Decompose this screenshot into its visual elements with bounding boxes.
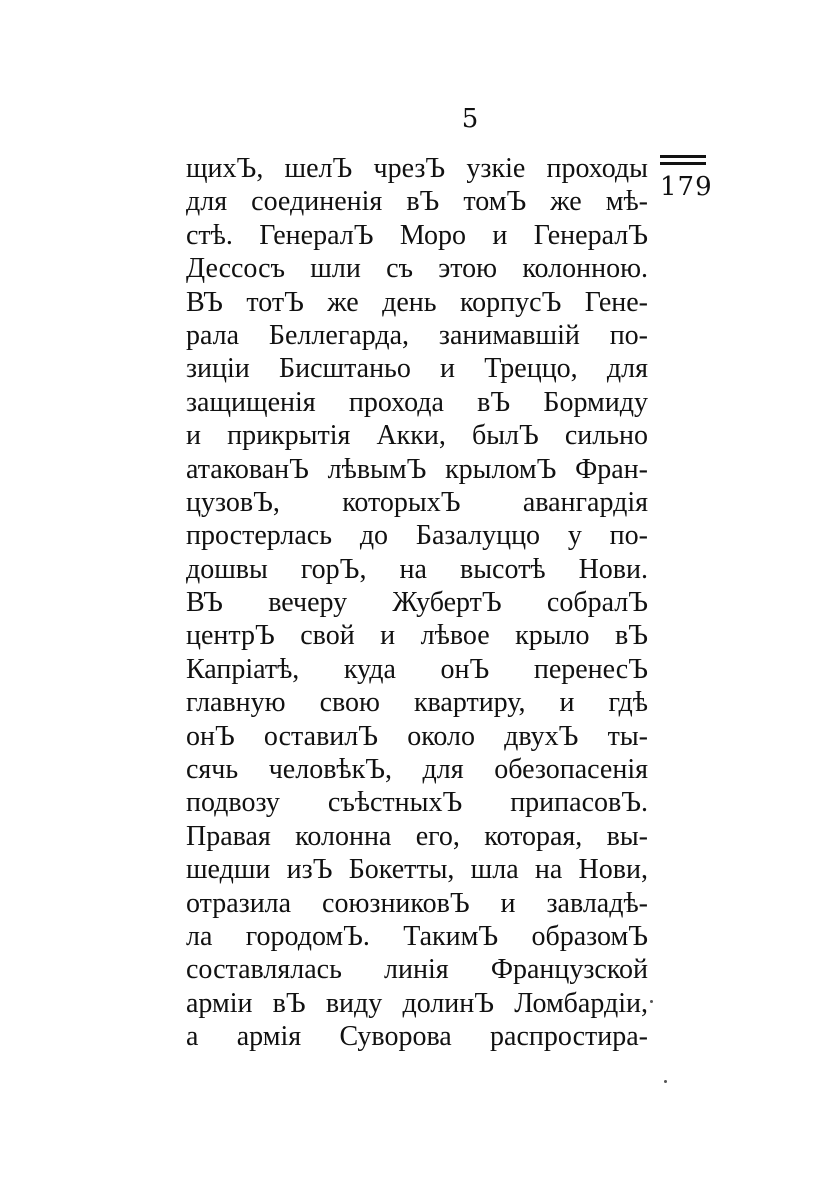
text-line: отразила союзниковЪ и завладѣ- [186,887,648,919]
text-line: зиціи Бисштаньо и Треццо, для [186,353,648,385]
text-line: дошвы горЪ, на высотѣ Нови. [186,553,648,585]
body-text [186,152,648,1054]
text-line: а армія Суворова распростира- [186,1021,648,1053]
text-line: защищенія прохода вЪ Бормиду [186,386,648,418]
text-line: арміи вЪ виду долинЪ Ломбардіи, [186,987,648,1019]
text-line: ВЪ вечеру ЖубертЪ собралЪ [186,587,648,619]
text-line: сячь человѣкЪ, для обезопасенія [186,754,648,786]
print-speck [664,1080,667,1083]
text-line: Капріатѣ, куда онЪ перенесЪ [186,653,648,685]
text-line: простерлась до Базалуццо у по- [186,520,648,552]
text-line: онЪ оставилЪ около двухЪ ты- [186,720,648,752]
margin-rule [660,162,706,165]
text-line: главную свою квартиру, и гдѣ [186,687,648,719]
margin-rule [660,155,706,158]
text-line: рала Беллегарда, занимавшій по- [186,319,648,351]
text-line: ла городомЪ. ТакимЪ образомЪ [186,920,648,952]
text-line: Дессосъ шли съ этою колонною. [186,253,648,285]
text-line: составлялась линія Французской [186,954,648,986]
page-number: 5 [461,104,479,134]
text-line: и прикрытія Акки, былЪ сильно [186,420,648,452]
text-line: атакованЪ лѣвымЪ крыломЪ Фран- [186,453,648,485]
text-line: для соединенія вЪ томЪ же мѣ- [186,186,648,218]
margin-year: 179 [660,172,713,202]
text-line: цузовЪ, которыхЪ авангардія [186,486,648,518]
print-speck [650,1000,653,1003]
text-line: шедши изЪ Бокетты, шла на Нови, [186,854,648,886]
text-line: стѣ. ГенералЪ Моро и ГенералЪ [186,219,648,251]
text-line: центрЪ свой и лѣвое крыло вЪ [186,620,648,652]
text-line: подвозу съѣстныхЪ припасовЪ. [186,787,648,819]
text-line: щихЪ, шелЪ чрезЪ узкіе проходы [186,153,648,184]
text-line: Правая колонна его, которая, вы- [186,820,648,852]
text-line: ВЪ тотЪ же день корпусЪ Гене- [186,286,648,318]
margin-note [660,155,716,201]
